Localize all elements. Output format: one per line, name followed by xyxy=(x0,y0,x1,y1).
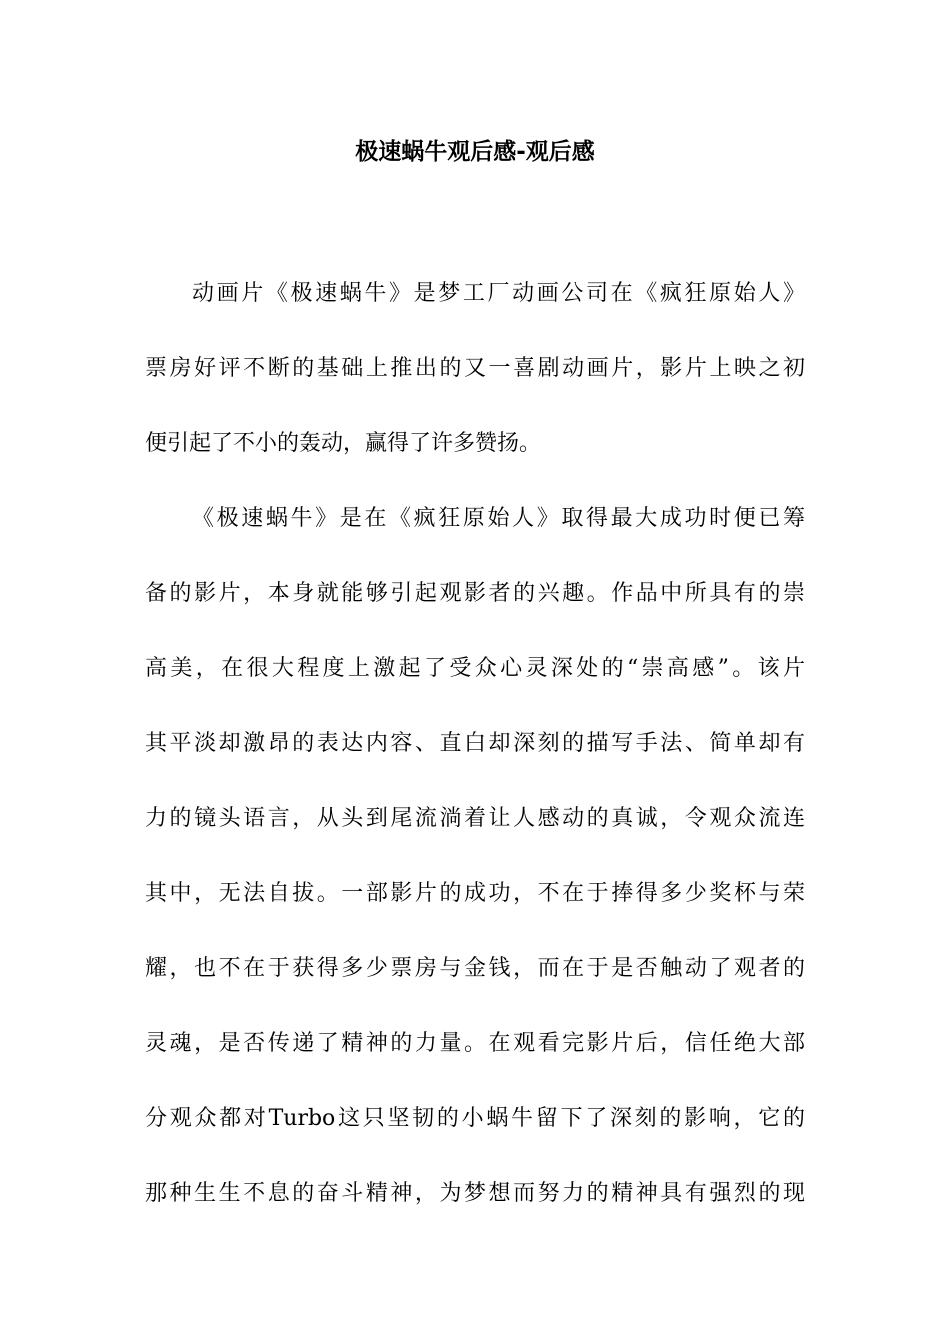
text-line: 那种生生不息的奋斗精神，为梦想而努力的精神具有强烈的现 xyxy=(145,1181,805,1206)
text-line: 高美，在很大程度上激起了受众心灵深处的“崇高感”。该片 xyxy=(145,656,805,681)
text-line: 灵魂，是否传递了精神的力量。在观看完影片后，信任绝大部 xyxy=(145,1031,805,1056)
document-body xyxy=(145,256,805,1231)
document-title: 极速蜗牛观后感-观后感 xyxy=(355,139,595,165)
text-line: 耀，也不在于获得多少票房与金钱，而在于是否触动了观者的 xyxy=(145,956,805,981)
text-line: 便引起了不小的轰动，赢得了许多赞扬。 xyxy=(145,431,542,456)
text-line: 《极速蜗牛》是在《疯狂原始人》取得最大成功时便已筹 xyxy=(192,506,805,531)
text-line: 分观众都对Turbo这只坚韧的小蜗牛留下了深刻的影响，它的 xyxy=(145,1106,805,1131)
text-line: 力的镜头语言，从头到尾流淌着让人感动的真诚，令观众流连 xyxy=(145,806,805,831)
text-line: 动画片《极速蜗牛》是梦工厂动画公司在《疯狂原始人》 xyxy=(192,281,805,306)
text-line: 票房好评不断的基础上推出的又一喜剧动画片，影片上映之初 xyxy=(145,356,805,381)
text-line: 其中，无法自拔。一部影片的成功，不在于捧得多少奖杯与荣 xyxy=(145,881,805,906)
text-line: 备的影片，本身就能够引起观影者的兴趣。作品中所具有的崇 xyxy=(145,581,805,606)
text-line: 其平淡却激昂的表达内容、直白却深刻的描写手法、简单却有 xyxy=(145,731,805,756)
